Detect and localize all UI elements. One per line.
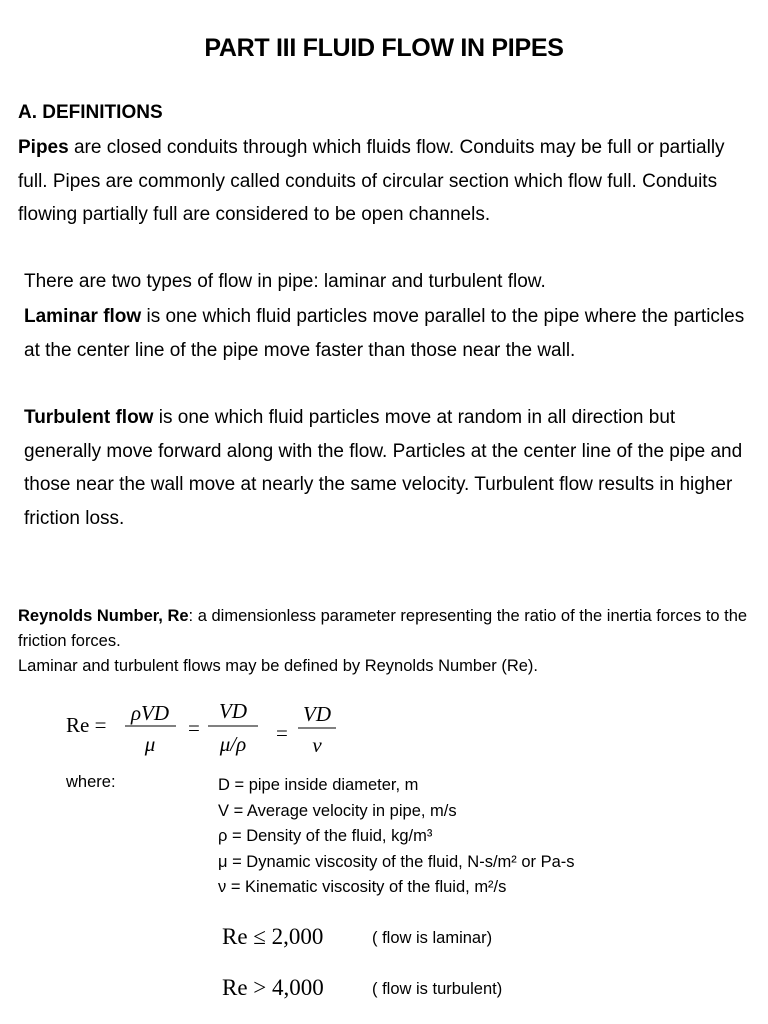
reynolds-formula [66, 696, 366, 765]
laminar-text: is one which fluid particles move parallel to the pipe where the particles at the center line of the pipe move faster than those near the wall. [24, 306, 745, 361]
section-heading: A. DEFINITIONS [18, 102, 163, 123]
reynolds-text: : a dimensionless parameter representing the ratio of the inertia forces to the friction forces. [18, 607, 748, 650]
where-label: where: [66, 773, 116, 791]
reynolds-block [18, 604, 748, 679]
turbulent-condition: Re > 4,000 [222, 975, 324, 1000]
turbulent-note: ( flow is turbulent) [372, 980, 503, 998]
definition-item: μ = Dynamic viscosity of the fluid, N-s/m² or Pa-s [218, 852, 575, 871]
turbulent-text: is one which fluid particles move at random in all direction but generally move forward along with the flow. Particles at the center line of the pipe and those near the wall move at nearly the same velocity. Turbulent flow results in higher friction loss. [24, 407, 743, 529]
pipes-term: Pipes [18, 137, 69, 158]
reynolds-definition [18, 604, 748, 654]
flow-types-paragraph: There are two types of flow in pipe: laminar and turbulent flow. [24, 271, 546, 292]
definition-item: ν = Kinematic viscosity of the fluid, m²/s [218, 878, 507, 896]
formula-eq2: = [276, 721, 288, 745]
pipes-text: are closed conduits through which fluids flow. Conduits may be full or partially full. Pipes are commonly called conduits of circular section which flow full. Conduits flowing partially full are considered to be open channels. [18, 137, 725, 226]
definition-item: D = pipe inside diameter, m [218, 776, 419, 794]
laminar-condition: Re ≤ 2,000 [222, 924, 324, 949]
formula-lhs: Re = [66, 713, 107, 737]
definition-item: ρ = Density of the fluid, kg/m³ [218, 827, 433, 845]
laminar-paragraph [24, 300, 754, 367]
laminar-note: ( flow is laminar) [372, 929, 493, 947]
laminar-term: Laminar flow [24, 306, 142, 327]
frac3-numerator: VD [303, 702, 331, 726]
turbulent-term: Turbulent flow [24, 407, 154, 428]
reynolds-term: Reynolds Number, Re [18, 607, 189, 625]
reynolds-line2: Laminar and turbulent flows may be defined by Reynolds Number (Re). [18, 657, 539, 675]
frac1-denominator: μ [144, 732, 156, 756]
page-title: PART III FLUID FLOW IN PIPES [204, 34, 564, 62]
formula-eq1: = [188, 716, 200, 740]
frac2-numerator: VD [219, 699, 247, 723]
definition-item: V = Average velocity in pipe, m/s [218, 801, 457, 820]
frac3-denominator: ν [312, 733, 322, 757]
pipes-paragraph [18, 131, 748, 232]
frac1-numerator: ρVD [130, 701, 170, 725]
frac2-denominator: μ/ρ [219, 732, 247, 756]
variable-definitions [218, 773, 575, 901]
turbulent-paragraph [24, 401, 754, 535]
